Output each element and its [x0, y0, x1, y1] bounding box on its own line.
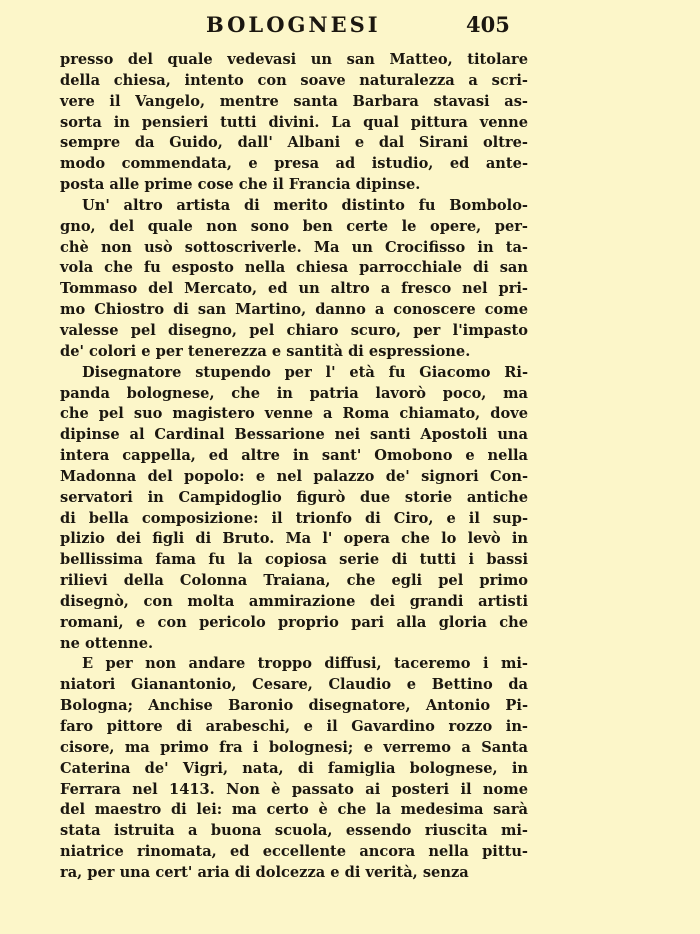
- text-line: plizio dei figli di Bruto. Ma l' opera che lo levò in: [60, 530, 528, 548]
- text-line: niatrice rinomata, ed eccellente ancora nella pittu-: [60, 843, 528, 861]
- text-line: rilievi della Colonna Traiana, che egli pel primo: [60, 572, 528, 590]
- text-line: posta alle prime cose che il Francia dipinse.: [60, 176, 421, 194]
- paragraph: [60, 196, 528, 363]
- text-line: sorta in pensieri tutti divini. La qual pittura venne: [60, 113, 528, 131]
- text-line: romani, e con pericolo proprio pari alla gloria che: [60, 613, 528, 631]
- text-line: Madonna del popolo: e nel palazzo de' signori Con-: [60, 467, 528, 485]
- text-line: modo commendata, e presa ad istudio, ed ante-: [60, 155, 528, 173]
- text-line: Disegnatore stupendo per l' età fu Giacomo Ri-: [82, 363, 528, 381]
- running-head: BOLOGNESI: [206, 12, 381, 37]
- text-line: intera cappella, ed altre in sant' Omobono e nella: [60, 447, 528, 465]
- text-line: Un' altro artista di merito distinto fu Bombolo-: [82, 196, 528, 214]
- text-line: della chiesa, intento con soave naturalezza a scri-: [60, 71, 528, 89]
- text-line: Ferrara nel 1413. Non è passato ai posteri il nome: [60, 780, 528, 798]
- text-line: dipinse al Cardinal Bessarione nei santi Apostoli una: [60, 426, 528, 444]
- text-line: ne ottenne.: [60, 634, 154, 652]
- text-line: mo Chiostro di san Martino, danno a conoscere come: [60, 301, 528, 319]
- text-line: panda bolognese, che in patria lavorò poco, ma: [60, 384, 528, 402]
- text-line: Tommaso del Mercato, ed un altro a fresco nel pri-: [60, 280, 528, 298]
- page-number: 405: [466, 12, 510, 37]
- text-line: che pel suo magistero venne a Roma chiamato, dove: [60, 405, 528, 423]
- text-line: de' colori e per tenerezza e santità di espressione.: [60, 342, 471, 360]
- text-line: disegnò, con molta ammirazione dei grandi artisti: [60, 592, 528, 610]
- text-line: ra, per una cert' aria di dolcezza e di verità, senza: [60, 863, 469, 881]
- text-line: gno, del quale non sono ben certe le opere, per-: [60, 217, 528, 235]
- text-line: di bella composizione: il trionfo di Ciro, e il sup-: [60, 509, 528, 527]
- paragraph: [60, 654, 528, 883]
- text-line: Bologna; Anchise Baronio disegnatore, Antonio Pi-: [60, 697, 528, 715]
- text-line: del maestro di lei: ma certo è che la medesima sarà: [60, 801, 528, 819]
- text-line: chè non usò sottoscriverle. Ma un Crocifisso in ta-: [60, 238, 528, 256]
- body-text: [60, 50, 528, 884]
- text-line: stata istruita a buona scuola, essendo riuscita mi-: [60, 822, 528, 840]
- text-line: vola che fu esposto nella chiesa parrocchiale di san: [60, 259, 528, 277]
- text-line: sempre da Guido, dall' Albani e dal Sirani oltre-: [60, 134, 528, 152]
- text-line: bellissima fama fu la copiosa serie di tutti i bassi: [60, 551, 528, 569]
- page-header: [0, 12, 700, 42]
- text-line: cisore, ma primo fra i bolognesi; e verremo a Santa: [60, 738, 528, 756]
- text-line: faro pittore di arabeschi, e il Gavardino rozzo in-: [60, 718, 528, 735]
- text-line: E per non andare troppo diffusi, taceremo i mi-: [82, 655, 528, 673]
- text-line: valesse pel disegno, pel chiaro scuro, per l'impasto: [60, 321, 528, 339]
- text-line: Caterina de' Vigri, nata, di famiglia bolognese, in: [60, 759, 528, 777]
- paragraph: [60, 363, 528, 655]
- paragraph: [60, 50, 528, 196]
- text-line: presso del quale vedevasi un san Matteo, titolare: [60, 51, 528, 68]
- text-line: vere il Vangelo, mentre santa Barbara stavasi as-: [60, 92, 528, 110]
- text-line: niatori Gianantonio, Cesare, Claudio e Bettino da: [60, 676, 528, 694]
- text-line: servatori in Campidoglio figurò due storie antiche: [60, 488, 528, 506]
